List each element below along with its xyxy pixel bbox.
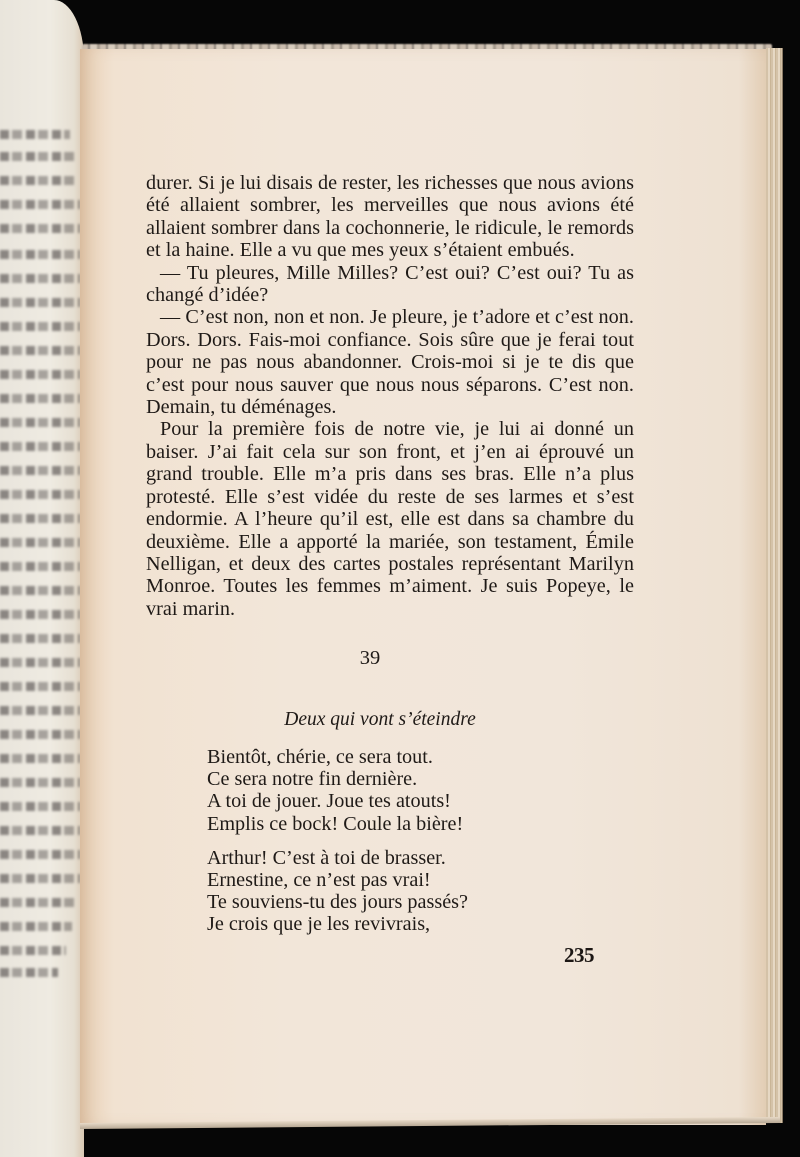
blurred-text-line (0, 442, 80, 451)
blurred-text-line (0, 200, 80, 209)
poem (207, 746, 468, 948)
blurred-text-line (0, 562, 80, 571)
blurred-text-line (0, 682, 80, 691)
blurred-text-line (0, 898, 76, 907)
blurred-text-line (0, 152, 76, 161)
chapter-number: 39 (359, 647, 381, 669)
verse-line: A toi de jouer. Joue tes atouts! (207, 790, 451, 813)
blurred-text-line (0, 370, 80, 379)
poem-title: Deux qui vont s’éteindre (284, 709, 476, 730)
blurred-text-line (0, 610, 80, 619)
verse-line: Emplis ce bock! Coule la bière! (207, 812, 464, 835)
blurred-text-line (0, 250, 80, 259)
blurred-text-line (0, 946, 66, 955)
blurred-text-line (0, 754, 80, 763)
verse-line: Arthur! C’est à toi de brasser. (207, 846, 446, 869)
verse-line: Ce sera notre fin dernière. (207, 768, 418, 791)
blurred-text-line (0, 224, 80, 233)
blurred-text-line (0, 130, 70, 139)
blurred-text-line (0, 968, 58, 977)
blurred-text-line (0, 826, 80, 835)
blurred-text-line (0, 514, 80, 523)
paragraph: — C’est non, non et non. Je pleure, je t’adore et c’est non. Dors. Dors. Fais-moi confiance. Sois sûre que je ferai tout pour ne pas nous abandonner. Crois-moi si je te dis que c’est pour nous sauver que nous nous séparons. C’est non. Demain, tu déménages. (146, 306, 634, 419)
stanza (207, 847, 468, 936)
verse-line: Te souviens-tu des jours passés? (207, 891, 468, 914)
blurred-text-line (0, 466, 80, 475)
blurred-text-line (0, 658, 80, 667)
blurred-text-line (0, 538, 80, 547)
blurred-text-line (0, 874, 80, 883)
blurred-text-line (0, 706, 80, 715)
paragraph: Pour la première fois de notre vie, je lui ai donné un baiser. J’ai fait cela sur son front, et j’en ai éprouvé un grand trouble. Elle m’a pris dans ses bras. Elle n’a plus protesté. Elle s’est vidée du reste de ses larmes et s’est endormie. A l’heure qu’il est, elle est dans sa chambre du deuxième. Elle a apporté la mariée, son testament, Émile Nelligan, et deux des cartes postales représentant Marilyn Monroe. Toutes les femmes m’aiment. Je suis Popeye, le vrai marin. (146, 418, 634, 620)
blurred-text-line (0, 298, 80, 307)
blurred-text-line (0, 418, 80, 427)
blurred-text-line (0, 346, 80, 355)
paragraph: durer. Si je lui disais de rester, les richesses que nous avions été allaient sombrer, les merveilles que nous avions été allaient sombrer dans la cochonnerie, le ridicule, le remords et la haine. Elle a vu que mes yeux s’étaient embués. (146, 172, 634, 262)
blurred-text-line (0, 730, 80, 739)
paragraph: — Tu pleures, Mille Milles? C’est oui? C’est oui? Tu as changé d’idée? (146, 261, 634, 307)
blurred-text-line (0, 850, 80, 859)
verse-line: Ernestine, ce n’est pas vrai! (207, 869, 431, 892)
left-facing-page (0, 0, 84, 1157)
page-number: 235 (564, 943, 594, 967)
page-fore-edge (766, 48, 783, 1123)
prose-block (146, 172, 634, 620)
blurred-text-line (0, 634, 80, 643)
stanza (207, 746, 468, 835)
blurred-text-line (0, 490, 80, 499)
blurred-text-line (0, 322, 80, 331)
blurred-text-line (0, 778, 80, 787)
blurred-text-line (0, 586, 80, 595)
verse-line: Je crois que je les revivrais, (207, 913, 431, 936)
blurred-text-line (0, 274, 80, 283)
blurred-text-line (0, 922, 72, 931)
blurred-text-line (0, 802, 80, 811)
blurred-text-line (0, 176, 78, 185)
verse-line: Bientôt, chérie, ce sera tout. (207, 746, 433, 768)
blurred-text-line (0, 394, 80, 403)
